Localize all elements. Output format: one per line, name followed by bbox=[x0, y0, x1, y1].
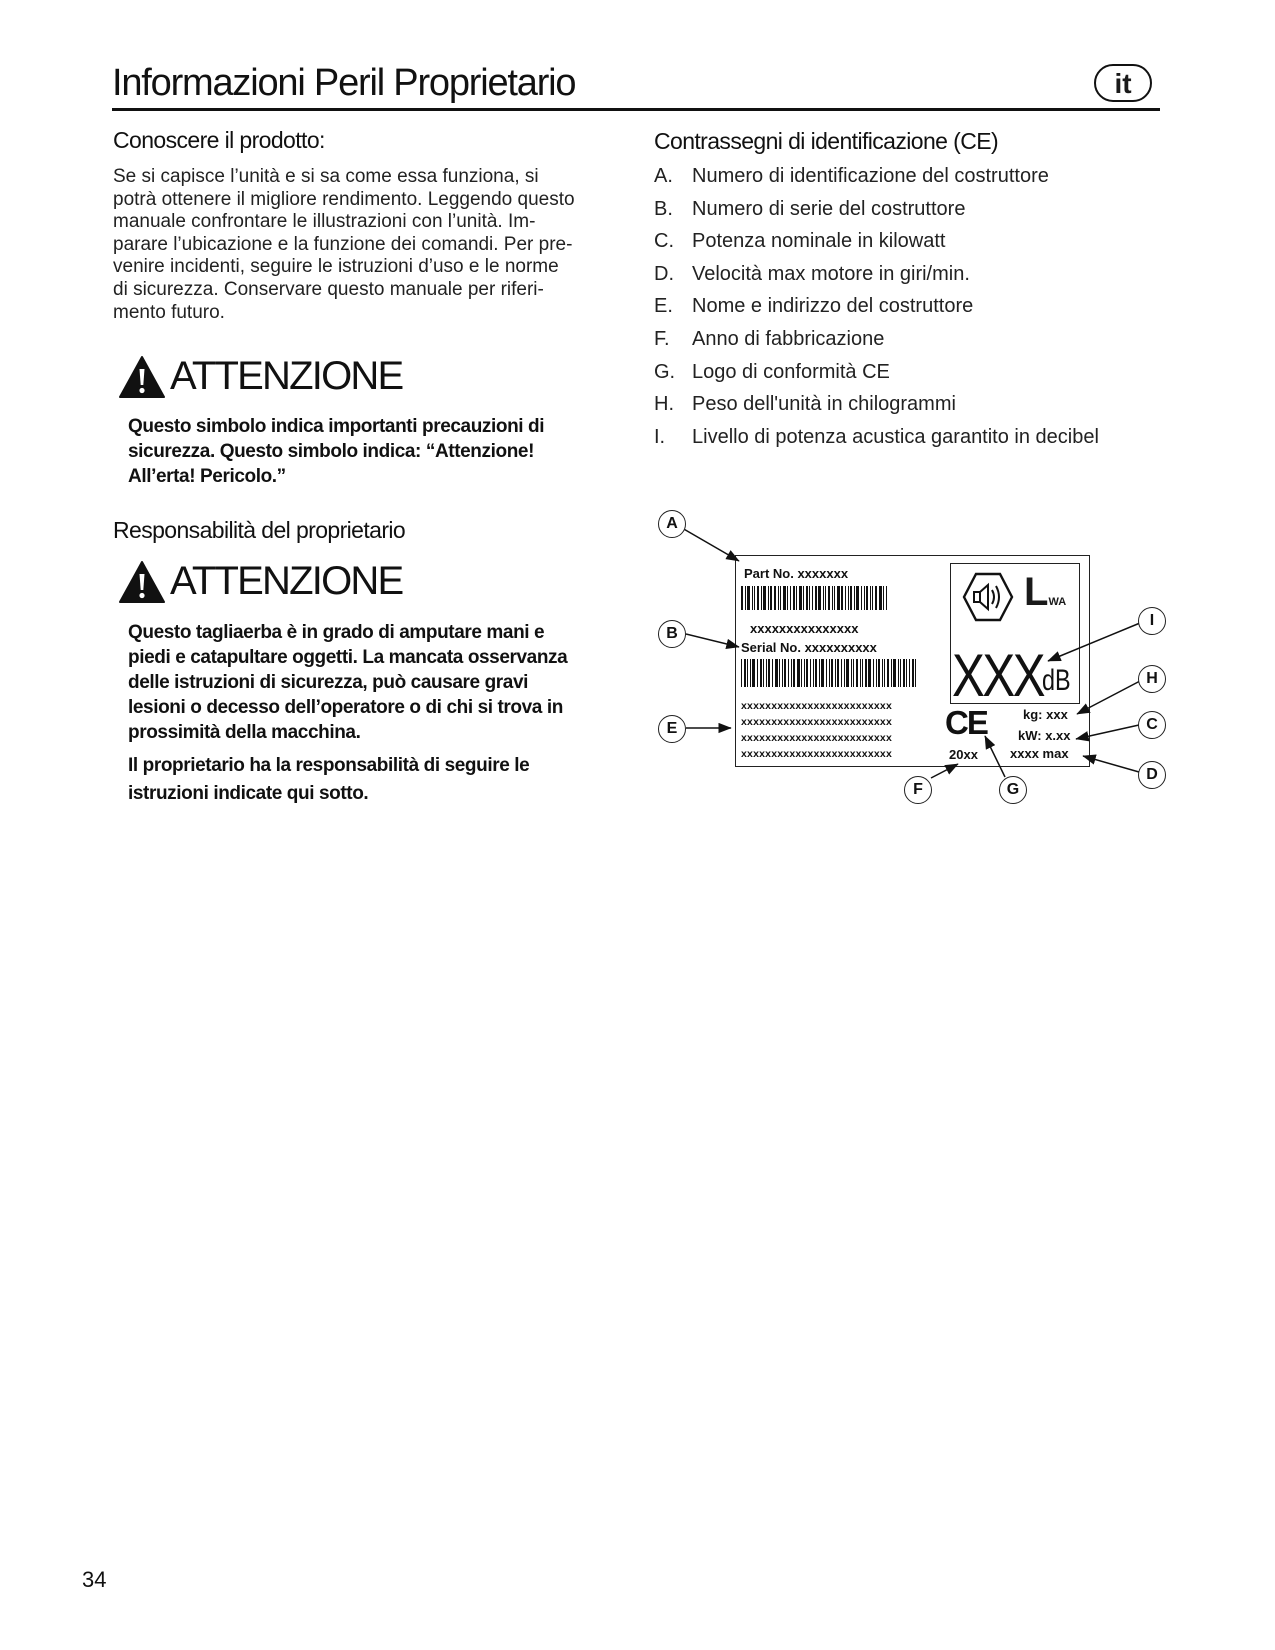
list-item: A. Numero di identificazione del costruttore bbox=[654, 165, 1049, 187]
intro-line: di sicurezza. Conservare questo manuale per riferi- bbox=[113, 278, 544, 300]
lwa-symbol: LWA bbox=[1024, 570, 1067, 614]
language-badge: it bbox=[1094, 64, 1152, 102]
warning-heading: ATTENZIONE bbox=[170, 559, 403, 603]
list-item: F. Anno di fabbricazione bbox=[654, 327, 885, 350]
list-item: C. Potenza nominale in kilowatt bbox=[654, 230, 946, 253]
page-number: 34 bbox=[82, 1567, 107, 1592]
serial-number: Serial No. xxxxxxxxxx bbox=[741, 640, 877, 655]
sound-level-value: XXX bbox=[952, 642, 1044, 709]
ce-heading: Contrassegni di identificazione (CE) bbox=[654, 128, 999, 154]
intro-line: potrà ottenere il migliore rendimento. Leggendo questo bbox=[113, 188, 575, 210]
sound-level-unit: dB bbox=[1042, 664, 1071, 697]
ce-mark: CE bbox=[945, 704, 987, 741]
warning-line: Questo simbolo indica importanti precauzioni di bbox=[128, 416, 545, 437]
callout-d: D bbox=[1138, 761, 1166, 789]
max-rpm-value: xxxx max bbox=[1010, 746, 1069, 761]
callout-a: A bbox=[658, 510, 686, 538]
intro-heading: Conoscere il prodotto: bbox=[113, 127, 325, 153]
warning-heading: ATTENZIONE bbox=[170, 354, 403, 398]
part-number: Part No. xxxxxxx bbox=[744, 566, 849, 581]
callout-e: E bbox=[658, 715, 686, 743]
owner-heading: Responsabilità del proprietario bbox=[113, 517, 406, 543]
callout-c: C bbox=[1138, 711, 1166, 739]
list-item: H. Peso dell'unità in chilogrammi bbox=[654, 393, 956, 416]
page-title: Informazioni Peril Proprietario bbox=[112, 62, 576, 104]
warning-line: prossimità della macchina. bbox=[128, 722, 361, 743]
warning-line: sicurezza. Questo simbolo indica: “Attenzione! bbox=[128, 441, 534, 462]
intro-line: Se si capisce l’unità e si sa come essa funziona, si bbox=[113, 166, 539, 187]
list-item: I. Livello di potenza acustica garantito in decibel bbox=[654, 425, 1099, 448]
list-item: E. Nome e indirizzo del costruttore bbox=[654, 295, 974, 318]
warning-line: All’erta! Pericolo.” bbox=[128, 466, 286, 487]
owner-responsibility-line: istruzioni indicate qui sotto. bbox=[128, 783, 369, 804]
intro-line: parare l’ubicazione e la funzione dei comandi. Per pre- bbox=[113, 233, 573, 255]
address-line: xxxxxxxxxxxxxxxxxxxxxxxxx bbox=[741, 732, 892, 744]
intro-line: mento futuro. bbox=[113, 301, 225, 323]
list-item: B. Numero di serie del costruttore bbox=[654, 197, 966, 220]
list-item: D. Velocità max motore in giri/min. bbox=[654, 262, 970, 285]
callout-b: B bbox=[658, 620, 686, 648]
address-line: xxxxxxxxxxxxxxxxxxxxxxxxx bbox=[741, 748, 892, 760]
callout-g: G bbox=[999, 776, 1027, 804]
callout-i: I bbox=[1138, 607, 1166, 635]
manufacture-year: 20xx bbox=[949, 747, 978, 762]
list-item: G. Logo di conformità CE bbox=[654, 360, 890, 383]
power-value: kW: x.xx bbox=[1018, 728, 1071, 743]
address-line: xxxxxxxxxxxxxxxxxxxxxxxxx bbox=[741, 716, 892, 728]
warning-line: delle istruzioni di sicurezza, può causare gravi bbox=[128, 672, 528, 693]
address-line: xxxxxxxxxxxxxxxxxxxxxxxxx bbox=[741, 700, 892, 712]
barcode-code: xxxxxxxxxxxxxxx bbox=[750, 621, 859, 636]
intro-line: venire incidenti, seguire le istruzioni d’uso e le norme bbox=[113, 256, 559, 278]
callout-f: F bbox=[904, 776, 932, 804]
warning-line: lesioni o decesso dell’operatore o di chi si trova in bbox=[128, 697, 563, 718]
owner-responsibility-line: Il proprietario ha la responsabilità di seguire le bbox=[128, 755, 530, 776]
warning-line: piedi e catapultare oggetti. La mancata osservanza bbox=[128, 647, 568, 668]
callout-h: H bbox=[1138, 665, 1166, 693]
warning-line: Questo tagliaerba è in grado di amputare mani e bbox=[128, 622, 545, 643]
intro-line: manuale confrontare le illustrazioni con l’unità. Im- bbox=[113, 211, 536, 233]
weight-value: kg: xxx bbox=[1023, 707, 1068, 722]
